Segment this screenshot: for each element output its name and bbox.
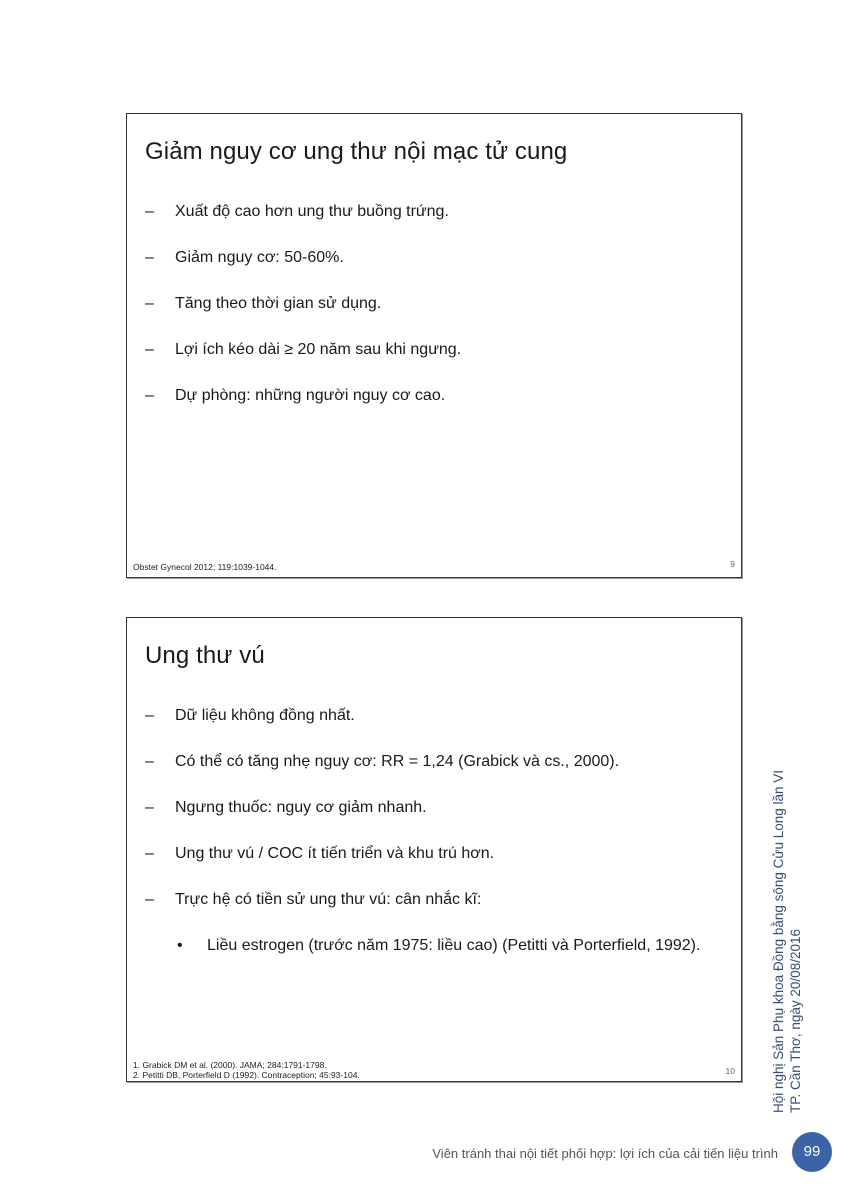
dash-marker: –: [145, 799, 154, 816]
citation: Obstet Gynecol 2012; 119:1039-1044.: [133, 562, 277, 572]
dash-marker: –: [145, 891, 154, 908]
conference-sidebar: [770, 770, 804, 1113]
bullet-list: [145, 706, 619, 936]
bullet-item: – Có thể có tăng nhẹ nguy cơ: RR = 1,24 (Grabick và cs., 2000).: [145, 753, 620, 770]
slide-number: 9: [730, 559, 735, 569]
slide-title: Giảm nguy cơ ung thư nội mạc tử cung: [145, 138, 568, 165]
page-number: 99: [792, 1132, 832, 1172]
slide-number: 10: [725, 1066, 735, 1076]
dash-marker: –: [145, 249, 154, 266]
bullet-item: – Xuất độ cao hơn ung thư buồng trứng.: [145, 203, 449, 220]
dot-marker: •: [177, 937, 183, 954]
dash-marker: –: [145, 387, 154, 404]
bullet-item: – Trực hệ có tiền sử ung thư vú: cân nhắc kĩ:: [145, 891, 482, 908]
dash-marker: –: [145, 295, 154, 312]
dash-marker: –: [145, 845, 154, 862]
bullet-item: – Giảm nguy cơ: 50-60%.: [145, 249, 344, 266]
sub-bullet-item: • Liều estrogen (trước năm 1975: liều cao) (Petitti và Porterfield, 1992).: [177, 937, 701, 954]
dash-marker: –: [145, 707, 154, 724]
bullet-item: – Dữ liệu không đồng nhất.: [145, 707, 355, 724]
bullet-item: – Dự phòng: những người nguy cơ cao.: [145, 387, 446, 404]
bullet-item: – Ngưng thuốc: nguy cơ giảm nhanh.: [145, 799, 427, 816]
citation: 2. Petitti DB, Porterfield D (1992). Contraception; 45:93-104.: [133, 1070, 360, 1080]
bullet-list: [145, 202, 461, 432]
dash-marker: –: [145, 341, 154, 358]
slide-title: Ung thư vú: [145, 642, 265, 669]
bullet-item: – Ung thư vú / COC ít tiến triển và khu trú hơn.: [145, 845, 495, 862]
conference-date: TP. Cần Thơ, ngày 20/08/2016: [788, 929, 803, 1113]
footer-title: Viên tránh thai nội tiết phối hợp: lợi ích của cải tiến liệu trình: [432, 1146, 778, 1161]
bullet-item: – Tăng theo thời gian sử dụng.: [145, 295, 382, 312]
bullet-item: – Lợi ích kéo dài ≥ 20 năm sau khi ngưng.: [145, 341, 462, 358]
dash-marker: –: [145, 203, 154, 220]
dash-marker: –: [145, 753, 154, 770]
sub-bullet-list: [175, 936, 700, 956]
slide-endometrial-cancer: [126, 113, 742, 578]
conference-title: Hội nghị Sản Phụ khoa Đồng bằng sông Cửu Long lần VI: [771, 769, 786, 1113]
slide-breast-cancer: [126, 617, 742, 1082]
citation: 1. Grabick DM et al. (2000). JAMA; 284:1791-1798.: [133, 1060, 327, 1070]
